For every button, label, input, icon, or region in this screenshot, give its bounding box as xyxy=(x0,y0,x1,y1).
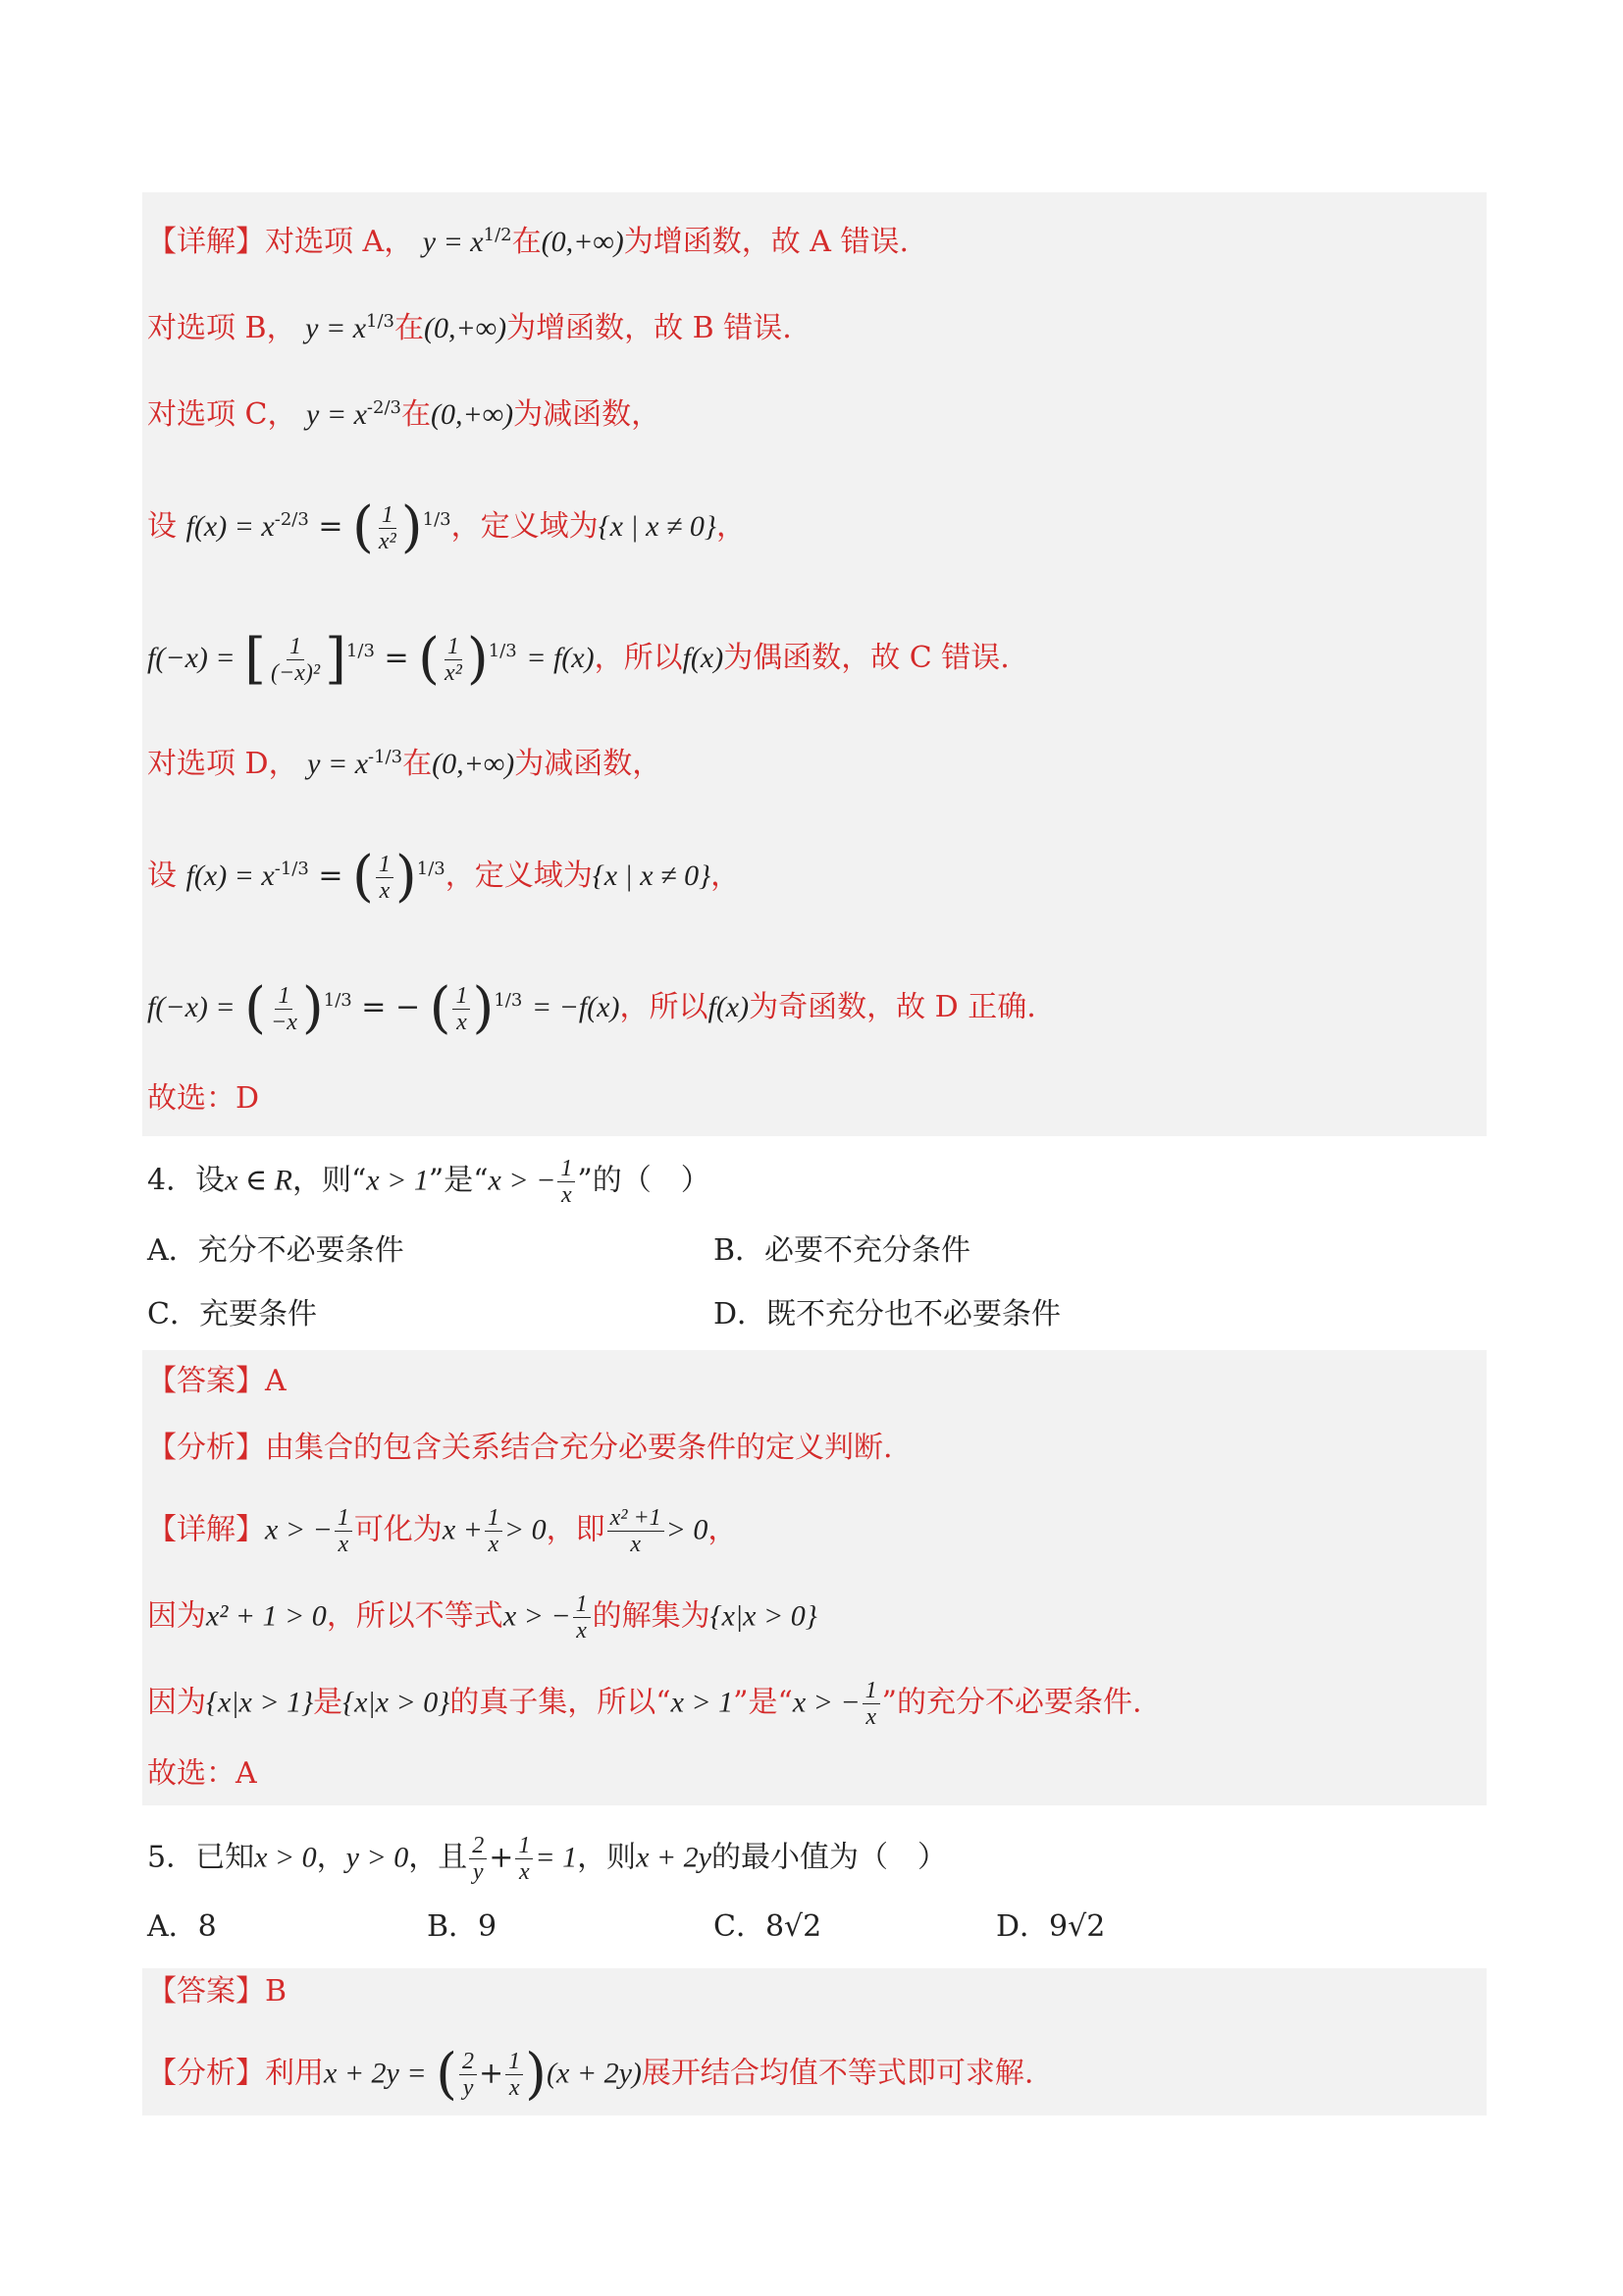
answer-value: A xyxy=(265,1364,287,1398)
text: ， xyxy=(316,1840,346,1875)
fraction: $\frac{\text{x² +1}}{x}$ xyxy=(607,1505,664,1557)
text: ，所以 xyxy=(619,990,708,1024)
text: 为偶函数，故 C 错误. xyxy=(723,641,1010,675)
analysis-line-q4 xyxy=(147,1429,893,1468)
text: ， xyxy=(715,509,746,544)
detail-line-a xyxy=(147,216,909,262)
q5-option-a[interactable]: A．8 xyxy=(147,1909,217,1944)
paren: ) xyxy=(301,976,324,1040)
exponent: 1/3 xyxy=(494,990,523,1011)
formula: x > − xyxy=(265,1513,333,1546)
formula: x > 1 xyxy=(670,1686,734,1719)
set: {x|x > 1} xyxy=(206,1686,314,1719)
q5-option-b[interactable]: B．9 xyxy=(427,1909,497,1944)
formula: f(−x) = xyxy=(147,642,236,674)
choose-line-q4: 故选：A xyxy=(147,1756,257,1791)
exponent: -1/3 xyxy=(368,747,403,767)
detail-tag: 【详解】 xyxy=(147,225,265,259)
bracket: [ xyxy=(244,627,267,691)
text: 可化为 xyxy=(353,1512,443,1547)
formula: x > − xyxy=(792,1686,861,1719)
analysis-tag: 【分析】 xyxy=(147,1431,265,1465)
fraction: $\frac{1}{x}$ xyxy=(376,852,393,904)
detail-line-d-odd xyxy=(147,976,1036,1040)
text: ”是“ xyxy=(428,1163,489,1198)
paren: ( xyxy=(352,496,374,559)
formula: f(−x) = xyxy=(147,991,236,1023)
text: ，且 xyxy=(408,1840,468,1875)
analysis-text: 由集合的包含关系结合充分必要条件的定义判断. xyxy=(265,1431,893,1465)
answer-tag: 【答案】 xyxy=(147,1974,265,2009)
fraction: $\frac{1}{x}$ xyxy=(515,1833,533,1885)
paren: ) xyxy=(394,845,417,909)
formula: x > − xyxy=(502,1599,571,1633)
answer-line-q5 xyxy=(147,1972,287,2011)
text: 对选项 A， xyxy=(265,225,414,259)
exponent: 1/3 xyxy=(422,509,451,530)
paren: ( xyxy=(429,976,451,1040)
formula: y = x xyxy=(306,398,367,431)
fraction: $\frac{1}{x}$ xyxy=(573,1592,591,1644)
text: 设 xyxy=(147,509,177,544)
formula: x > 0 xyxy=(254,1841,317,1874)
exponent: 1/2 xyxy=(483,225,512,245)
formula: x ∈ R xyxy=(225,1164,292,1197)
detail-line-b xyxy=(147,302,792,348)
text: 5．已知 xyxy=(147,1840,255,1875)
text: ”的（ ） xyxy=(577,1163,710,1198)
paren: ( xyxy=(352,845,374,909)
formula: y = x xyxy=(305,312,367,344)
fraction: $\frac{1}{x}$ xyxy=(863,1678,880,1730)
answer-tag: 【答案】 xyxy=(147,1364,265,1398)
text: 是 xyxy=(313,1685,343,1720)
paren: ) xyxy=(400,496,423,559)
text: ， xyxy=(710,859,741,893)
text: 为增函数，故 B 错误. xyxy=(506,311,792,345)
text: 为奇函数，故 D 正确. xyxy=(749,990,1036,1024)
q4-option-b[interactable]: B．必要不充分条件 xyxy=(713,1233,971,1268)
formula: x² + 1 > 0 xyxy=(206,1599,327,1633)
text: 4．设 xyxy=(147,1163,226,1198)
text: ，所以 xyxy=(594,641,683,675)
text: 的最小值为（ ） xyxy=(710,1840,947,1875)
text: 利用 xyxy=(265,2056,324,2091)
formula: y > 0 xyxy=(345,1841,409,1874)
plus: + xyxy=(479,2056,504,2091)
text: 对选项 D， xyxy=(147,747,298,781)
paren: ) xyxy=(466,627,489,691)
formula: > 0 xyxy=(503,1513,547,1546)
q4-option-d[interactable]: D．既不充分也不必要条件 xyxy=(713,1297,1062,1331)
fraction: $\frac{1}{x}$ xyxy=(485,1505,502,1557)
formula: y = x xyxy=(307,748,369,780)
fraction: $\frac{1}{x}$ xyxy=(557,1156,575,1208)
paren: ) xyxy=(525,2042,548,2107)
question-4-stem xyxy=(147,1156,710,1208)
equals: = xyxy=(318,859,343,893)
exponent: -1/3 xyxy=(274,859,309,879)
formula: f(x) = x xyxy=(185,860,275,892)
text: 对选项 B， xyxy=(147,311,296,345)
text: 在 xyxy=(511,225,542,259)
formula: x + 2y xyxy=(636,1841,711,1874)
formula: = f(x) xyxy=(526,642,595,674)
formula: x > − xyxy=(488,1164,556,1197)
choose-line: 故选：D xyxy=(147,1081,260,1116)
q5-option-c[interactable]: C．8√2 xyxy=(713,1909,822,1944)
text: 的解集为 xyxy=(592,1598,710,1634)
exponent: 1/3 xyxy=(416,859,445,879)
formula: x > 1 xyxy=(366,1164,429,1197)
set: {x | x ≠ 0} xyxy=(598,510,716,543)
fraction: $\frac{1}{\text{(−x)²}}$ xyxy=(271,633,321,686)
interval: (0,+∞) xyxy=(423,312,507,344)
formula: > 0 xyxy=(665,1513,708,1546)
detail-line-d-def xyxy=(147,845,741,909)
fraction: $\frac{2}{y}$ xyxy=(469,1833,487,1885)
equals: = − xyxy=(361,990,421,1024)
set: {x|x > 0} xyxy=(709,1599,817,1633)
text: ”的充分不必要条件. xyxy=(881,1685,1142,1720)
detail-line-c-def xyxy=(147,496,746,559)
detail-line-q4-2 xyxy=(147,1592,817,1644)
text: ，即 xyxy=(546,1512,605,1547)
question-5-stem xyxy=(147,1833,947,1885)
set: {x|x > 0} xyxy=(342,1686,450,1719)
text: 为增函数，故 A 错误. xyxy=(623,225,909,259)
text: ， xyxy=(707,1512,738,1547)
analysis-line-q5 xyxy=(147,2042,1034,2107)
exponent: 1/3 xyxy=(323,990,352,1011)
text: 的真子集，所以“ xyxy=(449,1685,671,1720)
exponent: 1/3 xyxy=(488,641,517,661)
exponent: -2/3 xyxy=(274,509,309,530)
paren: ( xyxy=(244,976,267,1040)
exponent: 1/3 xyxy=(345,641,375,661)
q5-option-d[interactable]: D．9√2 xyxy=(996,1909,1106,1944)
q4-option-a[interactable]: A．充分不必要条件 xyxy=(147,1233,404,1268)
q4-option-c[interactable]: C．充要条件 xyxy=(147,1297,317,1331)
equals: = xyxy=(384,641,409,675)
detail-tag: 【详解】 xyxy=(147,1512,265,1547)
text: 在 xyxy=(393,311,424,345)
fraction: $\frac{1}{-x}$ xyxy=(271,982,297,1035)
text: 为减函数， xyxy=(513,397,661,432)
formula: x + 2y = xyxy=(324,2057,427,2090)
text: 在 xyxy=(402,747,433,781)
text: ，定义域为 xyxy=(445,859,593,893)
text: 对选项 C， xyxy=(147,397,297,432)
text: 设 xyxy=(147,859,177,893)
formula: x + xyxy=(442,1513,483,1546)
formula: y = x xyxy=(422,226,484,258)
paren: ( xyxy=(418,627,440,691)
exponent: 1/3 xyxy=(366,311,394,332)
fraction: $\frac{1}{\text{x²}}$ xyxy=(378,501,396,554)
plus: + xyxy=(489,1840,514,1875)
paren: ( xyxy=(436,2042,458,2107)
fraction: $\frac{1}{x}$ xyxy=(452,983,470,1035)
fraction: $\frac{1}{\text{x²}}$ xyxy=(444,633,462,686)
text: ，所以不等式 xyxy=(326,1598,503,1634)
analysis-tag: 【分析】 xyxy=(147,2056,265,2091)
bracket: ] xyxy=(325,627,346,691)
answer-value: B xyxy=(265,1974,288,2009)
interval: (0,+∞) xyxy=(432,748,515,780)
text: 为减函数， xyxy=(514,747,662,781)
answer-line-q4 xyxy=(147,1362,287,1401)
formula: (x + 2y) xyxy=(547,2057,642,2090)
formula: = 1 xyxy=(535,1841,578,1874)
formula: = −f(x) xyxy=(531,991,620,1023)
formula: f(x) = x xyxy=(185,510,275,543)
detail-line-d xyxy=(147,738,661,784)
equals: = xyxy=(318,509,343,544)
text: 因为 xyxy=(147,1685,206,1720)
text: ，定义域为 xyxy=(450,509,599,544)
detail-line-q4-1 xyxy=(147,1505,737,1557)
solution-block-q4 xyxy=(142,1350,1487,1805)
paren: ) xyxy=(472,976,495,1040)
interval: (0,+∞) xyxy=(541,226,624,258)
text: 展开结合均值不等式即可求解. xyxy=(641,2056,1034,2091)
exponent: -2/3 xyxy=(366,397,401,418)
text: ”是“ xyxy=(733,1685,793,1720)
detail-line-c xyxy=(147,389,660,435)
detail-line-c-even xyxy=(147,627,1010,691)
set: {x | x ≠ 0} xyxy=(592,860,711,892)
fraction: $\frac{1}{x}$ xyxy=(335,1505,352,1557)
formula: f(x) xyxy=(682,642,724,674)
text: ，则“ xyxy=(291,1163,367,1198)
detail-line-q4-3 xyxy=(147,1678,1142,1730)
formula: f(x) xyxy=(707,991,750,1023)
text: 因为 xyxy=(147,1598,206,1634)
interval: (0,+∞) xyxy=(430,398,514,431)
fraction: $\frac{2}{y}$ xyxy=(459,2049,477,2101)
text: 在 xyxy=(400,397,431,432)
fraction: $\frac{1}{x}$ xyxy=(505,2049,523,2101)
text: ，则 xyxy=(577,1840,637,1875)
